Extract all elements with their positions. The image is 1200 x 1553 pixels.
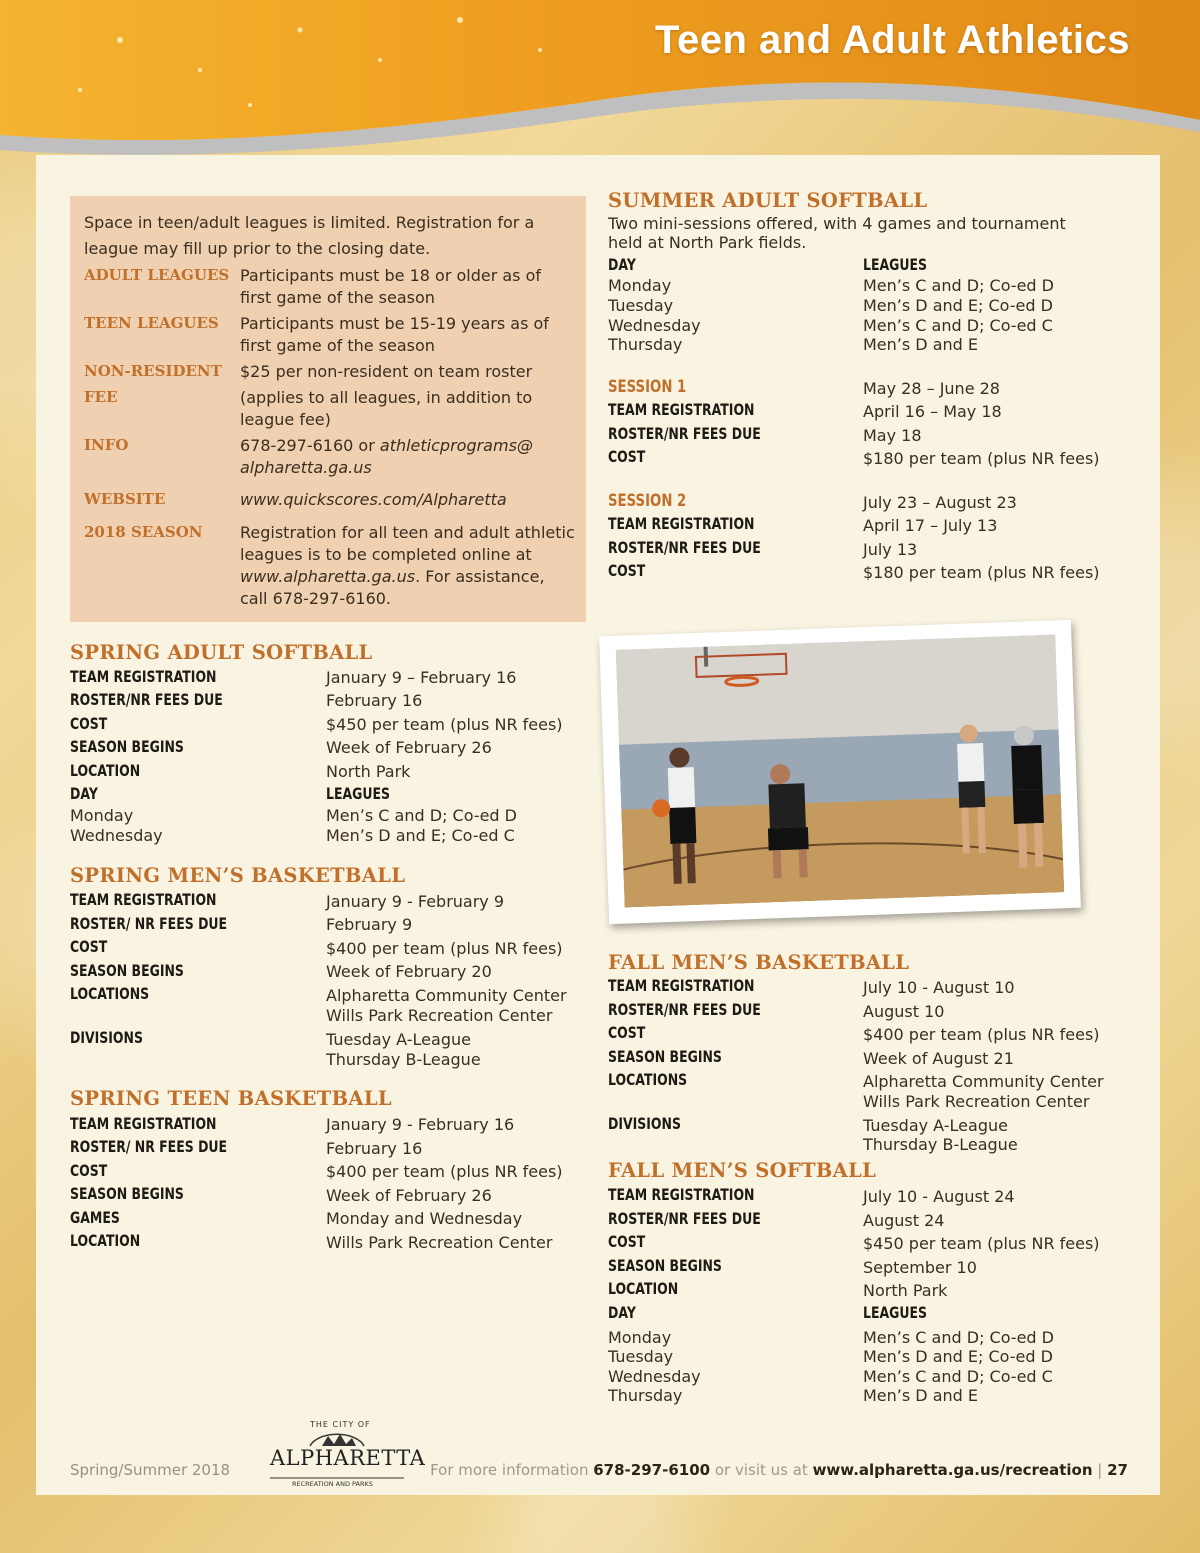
row-label: LOCATION (608, 1279, 679, 1298)
session-dates: July 23 – August 23 (863, 493, 1017, 512)
info-website-link[interactable]: www.quickscores.com/Alpharetta (240, 490, 507, 509)
info-value-info (240, 435, 575, 479)
info-season-link[interactable]: www.alpharetta.ga.us (240, 567, 416, 586)
row-value: Wills Park Recreation Center (326, 1233, 553, 1252)
row-value: North Park (326, 762, 411, 781)
info-label-season: 2018 SEASON (84, 523, 203, 541)
row-value: $400 per team (plus NR fees) (326, 1162, 563, 1181)
summer-desc-line1: Two mini-sessions offered, with 4 games and tournament (608, 214, 1066, 233)
row-label: LOCATIONS (70, 984, 150, 1003)
row-label: COST (70, 1161, 108, 1180)
row-label: DIVISIONS (70, 1028, 143, 1047)
day-item: Monday (70, 806, 134, 825)
day-header: DAY (70, 784, 98, 803)
section-title-fall-basketball: FALL MEN’S BASKETBALL (608, 951, 910, 974)
logo-top-text: THE CITY OF (310, 1420, 371, 1429)
footer-phone[interactable]: 678-297-6100 (593, 1461, 711, 1479)
row-value: Alpharetta Community Center (326, 986, 567, 1005)
info-label-fee: FEE (84, 388, 118, 406)
row-value: August 10 (863, 1002, 945, 1021)
row-label: LOCATION (70, 1231, 141, 1250)
row-value: April 16 – May 18 (863, 402, 1002, 421)
row-value: January 9 - February 9 (326, 892, 505, 911)
row-value: September 10 (863, 1258, 977, 1277)
basketball-scene-illustration (616, 634, 1065, 907)
row-label: GAMES (70, 1208, 120, 1227)
day-item: Wednesday (70, 826, 163, 845)
row-value: February 16 (326, 1139, 423, 1158)
session-name: SESSION 2 (608, 491, 687, 511)
row-value: May 18 (863, 426, 922, 445)
header-banner (0, 0, 1200, 170)
row-value: Week of February 26 (326, 1186, 492, 1205)
row-label: COST (70, 937, 108, 956)
footer-url-link[interactable]: www.alpharetta.ga.us/recreation (812, 1461, 1093, 1479)
day-item: Wednesday (608, 316, 701, 335)
info-email-link[interactable]: athleticprograms@ alpharetta.ga.us (240, 436, 533, 477)
row-value: Tuesday A-League (326, 1030, 471, 1049)
leagues-header: LEAGUES (863, 1303, 928, 1322)
row-label: SEASON BEGINS (608, 1047, 722, 1066)
info-phone: 678-297-6160 or (240, 436, 380, 455)
day-item: Tuesday (608, 1347, 674, 1366)
row-value: January 9 – February 16 (326, 668, 517, 687)
row-label: TEAM REGISTRATION (70, 667, 217, 686)
info-label-adult: ADULT LEAGUES (84, 266, 230, 284)
leagues-header: LEAGUES (326, 784, 391, 803)
row-label: COST (608, 1023, 646, 1042)
day-item: Thursday (608, 1386, 683, 1405)
row-value: Monday and Wednesday (326, 1209, 523, 1228)
day-item: Wednesday (608, 1367, 701, 1386)
section-title-spring-teen: SPRING TEEN BASKETBALL (70, 1087, 392, 1110)
footer-pre: For more information (430, 1461, 594, 1479)
page-title: Teen and Adult Athletics (655, 18, 1130, 62)
row-label: COST (608, 561, 646, 580)
row-label: TEAM REGISTRATION (70, 1114, 217, 1133)
row-value: February 16 (326, 691, 423, 710)
section-title-summer-softball: SUMMER ADULT SOFTBALL (608, 189, 928, 212)
section-title-spring-softball: SPRING ADULT SOFTBALL (70, 641, 373, 664)
row-label: ROSTER/NR FEES DUE (608, 1000, 761, 1019)
day-header: DAY (608, 255, 636, 274)
info-value-teen: Participants must be 15-19 years as of first game of the season (240, 314, 549, 355)
row-value-2: Wills Park Recreation Center (863, 1092, 1090, 1111)
row-label: DIVISIONS (608, 1114, 681, 1133)
league-item: Men’s D and E (863, 1386, 978, 1405)
league-item: Men’s D and E (863, 335, 978, 354)
row-value: Week of August 21 (863, 1049, 1014, 1068)
logo-name: ALPHARETTA (270, 1446, 426, 1470)
league-item: Men’s C and D; Co-ed D (863, 276, 1054, 295)
row-value: July 10 - August 10 (863, 978, 1015, 997)
row-label: ROSTER/NR FEES DUE (608, 538, 761, 557)
info-label-nonresident: NON-RESIDENT (84, 362, 222, 380)
basketball-photo (599, 620, 1081, 924)
row-label: SEASON BEGINS (70, 737, 184, 756)
row-value-2: Thursday B-League (326, 1050, 481, 1069)
day-item: Tuesday (608, 296, 674, 315)
section-title-spring-basketball: SPRING MEN’S BASKETBALL (70, 864, 406, 887)
row-value: $400 per team (plus NR fees) (326, 939, 563, 958)
row-value-2: Wills Park Recreation Center (326, 1006, 553, 1025)
league-item: Men’s C and D; Co-ed D (863, 1328, 1054, 1347)
footer-mid: or visit us at (710, 1461, 813, 1479)
row-value: January 9 - February 16 (326, 1115, 515, 1134)
row-label: TEAM REGISTRATION (608, 400, 755, 419)
row-value: Week of February 26 (326, 738, 492, 757)
league-item: Men’s C and D; Co-ed C (863, 316, 1053, 335)
row-value: North Park (863, 1281, 948, 1300)
info-value-nonresident: $25 per non-resident on team roster (240, 362, 533, 381)
day-item: Thursday (608, 335, 683, 354)
row-label: SEASON BEGINS (70, 961, 184, 980)
session-dates: May 28 – June 28 (863, 379, 1000, 398)
row-label: ROSTER/ NR FEES DUE (70, 914, 228, 933)
row-label: TEAM REGISTRATION (70, 890, 217, 909)
info-label-info: INFO (84, 436, 129, 454)
row-value: July 13 (863, 540, 918, 559)
row-value: $180 per team (plus NR fees) (863, 449, 1100, 468)
row-label: COST (608, 447, 646, 466)
info-season-text-end: . For assistance, call 678-297-6160. (240, 567, 545, 608)
info-value-season (240, 522, 575, 610)
alpharetta-logo (262, 1418, 426, 1492)
footer-season: Spring/Summer 2018 (70, 1461, 231, 1479)
row-label: ROSTER/NR FEES DUE (70, 690, 223, 709)
league-item: Men’s C and D; Co-ed D (326, 806, 517, 825)
row-label: ROSTER/ NR FEES DUE (70, 1137, 228, 1156)
info-intro: Space in teen/adult leagues is limited. Registration for a league may fill up prior to the closing date. (84, 213, 535, 258)
row-value: $400 per team (plus NR fees) (863, 1025, 1100, 1044)
info-label-website: WEBSITE (84, 490, 166, 508)
session-name: SESSION 1 (608, 377, 687, 397)
day-item: Monday (608, 276, 672, 295)
info-value-adult: Participants must be 18 or older as of first game of the season (240, 266, 542, 307)
row-value: $450 per team (plus NR fees) (326, 715, 563, 734)
row-value-2: Thursday B-League (863, 1135, 1018, 1154)
row-value: July 10 - August 24 (863, 1187, 1015, 1206)
row-value: Alpharetta Community Center (863, 1072, 1104, 1091)
page-number: 27 (1107, 1461, 1128, 1479)
league-item: Men’s D and E; Co-ed D (863, 1347, 1053, 1366)
info-label-teen: TEEN LEAGUES (84, 314, 219, 332)
day-item: Monday (608, 1328, 672, 1347)
row-label: SEASON BEGINS (70, 1184, 184, 1203)
row-label: LOCATION (70, 761, 141, 780)
footer-separator: | (1092, 1461, 1108, 1479)
league-item: Men’s C and D; Co-ed C (863, 1367, 1053, 1386)
footer-contact (430, 1461, 1128, 1479)
row-label: SEASON BEGINS (608, 1256, 722, 1275)
league-item: Men’s D and E; Co-ed D (863, 296, 1053, 315)
info-season-text: Registration for all teen and adult athletic leagues is to be completed online at (240, 523, 575, 564)
row-value: April 17 – July 13 (863, 516, 998, 535)
row-value: February 9 (326, 915, 413, 934)
logo-sub-text: RECREATION AND PARKS (292, 1480, 373, 1488)
day-header: DAY (608, 1303, 636, 1322)
league-item: Men’s D and E; Co-ed C (326, 826, 515, 845)
info-value-fee: (applies to all leagues, in addition to league fee) (240, 388, 533, 429)
row-value: August 24 (863, 1211, 945, 1230)
summer-desc-line2: held at North Park fields. (608, 233, 807, 252)
row-label: ROSTER/NR FEES DUE (608, 424, 761, 443)
row-label: LOCATIONS (608, 1070, 688, 1089)
row-value: Week of February 20 (326, 962, 492, 981)
row-label: COST (608, 1232, 646, 1251)
row-label: ROSTER/NR FEES DUE (608, 1209, 761, 1228)
row-label: COST (70, 714, 108, 733)
row-label: TEAM REGISTRATION (608, 1185, 755, 1204)
row-label: TEAM REGISTRATION (608, 976, 755, 995)
row-value: Tuesday A-League (863, 1116, 1008, 1135)
leagues-header: LEAGUES (863, 255, 928, 274)
section-title-fall-softball: FALL MEN’S SOFTBALL (608, 1159, 877, 1182)
row-label: TEAM REGISTRATION (608, 514, 755, 533)
row-value: $180 per team (plus NR fees) (863, 563, 1100, 582)
row-value: $450 per team (plus NR fees) (863, 1234, 1100, 1253)
